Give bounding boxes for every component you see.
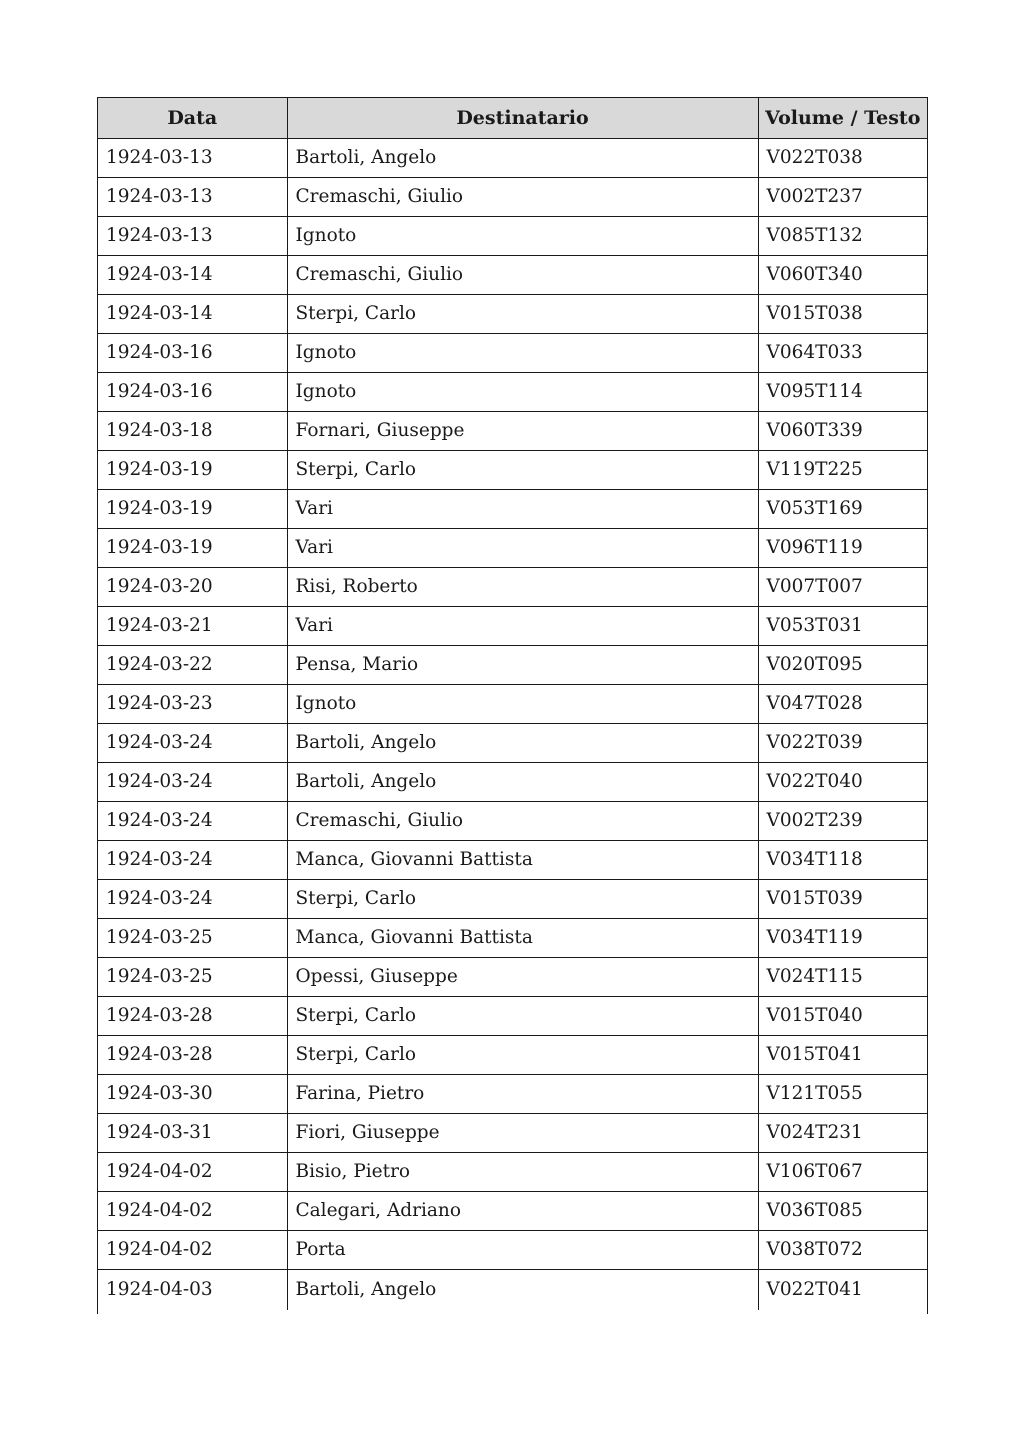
table-row <box>98 684 927 723</box>
cell-recipient: Calegari, Adriano <box>287 1191 758 1230</box>
table-row <box>98 762 927 801</box>
cell-volume: V060T339 <box>758 411 927 450</box>
cell-date: 1924-03-21 <box>98 606 287 645</box>
table-row <box>98 957 927 996</box>
cell-volume: V034T118 <box>758 840 927 879</box>
cell-recipient: Fiori, Giuseppe <box>287 1113 758 1152</box>
table-row <box>98 216 927 255</box>
cell-volume: V047T028 <box>758 684 927 723</box>
cell-volume: V015T038 <box>758 294 927 333</box>
letters-table-container <box>97 97 928 1314</box>
cell-volume: V015T041 <box>758 1035 927 1074</box>
cell-date: 1924-03-25 <box>98 957 287 996</box>
cell-date: 1924-03-16 <box>98 372 287 411</box>
cell-recipient: Manca, Giovanni Battista <box>287 840 758 879</box>
column-header-recipient: Destinatario <box>287 98 758 138</box>
table-row <box>98 879 927 918</box>
table-row <box>98 723 927 762</box>
cell-recipient: Opessi, Giuseppe <box>287 957 758 996</box>
table-row <box>98 138 927 177</box>
cell-recipient: Cremaschi, Giulio <box>287 255 758 294</box>
cell-date: 1924-04-02 <box>98 1230 287 1269</box>
cell-volume: V121T055 <box>758 1074 927 1113</box>
cell-volume: V022T041 <box>766 1279 863 1300</box>
cell-date: 1924-03-19 <box>98 450 287 489</box>
cell-date: 1924-03-19 <box>98 489 287 528</box>
cell-recipient: Ignoto <box>287 684 758 723</box>
header-row <box>98 98 927 138</box>
cell-recipient: Cremaschi, Giulio <box>287 801 758 840</box>
cell-date: 1924-03-13 <box>98 138 287 177</box>
cell-date: 1924-03-13 <box>98 216 287 255</box>
cell-recipient: Sterpi, Carlo <box>287 294 758 333</box>
table-row <box>98 606 927 645</box>
table-row <box>98 1152 927 1191</box>
table-row <box>98 450 927 489</box>
cell-volume: V085T132 <box>758 216 927 255</box>
table-row <box>98 372 927 411</box>
cell-date: 1924-03-14 <box>98 294 287 333</box>
cell-recipient: Bartoli, Angelo <box>287 138 758 177</box>
cell-date: 1924-04-02 <box>98 1191 287 1230</box>
cell-volume: V119T225 <box>758 450 927 489</box>
cell-volume: V007T007 <box>758 567 927 606</box>
cell-recipient: Pensa, Mario <box>287 645 758 684</box>
cell-volume: V095T114 <box>758 372 927 411</box>
table-row <box>98 840 927 879</box>
table-row <box>98 333 927 372</box>
table-row <box>98 1269 927 1310</box>
cell-volume: V020T095 <box>758 645 927 684</box>
cell-recipient: Porta <box>287 1230 758 1269</box>
cell-date: 1924-03-19 <box>98 528 287 567</box>
cell-volume: V002T239 <box>758 801 927 840</box>
table-row <box>98 1230 927 1269</box>
cell-recipient: Fornari, Giuseppe <box>287 411 758 450</box>
table-body <box>98 138 927 1310</box>
cell-recipient: Ignoto <box>287 333 758 372</box>
table-row <box>98 489 927 528</box>
cell-volume: V096T119 <box>758 528 927 567</box>
table-row <box>98 1191 927 1230</box>
cell-recipient: Vari <box>287 606 758 645</box>
column-header-volume: Volume / Testo <box>758 98 927 138</box>
cell-recipient: Ignoto <box>287 372 758 411</box>
table-header <box>98 98 927 138</box>
cell-date: 1924-03-24 <box>98 840 287 879</box>
cell-volume: V024T231 <box>758 1113 927 1152</box>
cell-recipient: Sterpi, Carlo <box>287 996 758 1035</box>
cell-volume: V002T237 <box>758 177 927 216</box>
cell-volume: V060T340 <box>758 255 927 294</box>
table-row <box>98 996 927 1035</box>
cell-recipient: Bisio, Pietro <box>287 1152 758 1191</box>
cell-recipient: Sterpi, Carlo <box>287 879 758 918</box>
cell-volume: V064T033 <box>758 333 927 372</box>
cell-volume: V015T039 <box>758 879 927 918</box>
table-row <box>98 918 927 957</box>
cell-recipient: Sterpi, Carlo <box>287 450 758 489</box>
table-row <box>98 801 927 840</box>
cell-date: 1924-03-28 <box>98 1035 287 1074</box>
cell-volume: V022T040 <box>758 762 927 801</box>
table-row <box>98 255 927 294</box>
cell-recipient: Sterpi, Carlo <box>287 1035 758 1074</box>
cell-recipient: Cremaschi, Giulio <box>287 177 758 216</box>
cell-volume: V034T119 <box>758 918 927 957</box>
cell-volume: V015T040 <box>758 996 927 1035</box>
cell-date: 1924-03-23 <box>98 684 287 723</box>
cell-recipient: Vari <box>287 528 758 567</box>
table-row <box>98 177 927 216</box>
cell-date: 1924-03-24 <box>98 762 287 801</box>
cell-date: 1924-03-22 <box>98 645 287 684</box>
cell-recipient: Bartoli, Angelo <box>287 762 758 801</box>
table-row <box>98 645 927 684</box>
cell-date: 1924-03-31 <box>98 1113 287 1152</box>
cell-date: 1924-03-25 <box>98 918 287 957</box>
cell-recipient: Manca, Giovanni Battista <box>287 918 758 957</box>
cell-volume: V038T072 <box>758 1230 927 1269</box>
table-row <box>98 1074 927 1113</box>
letters-table <box>98 98 927 1310</box>
cell-date: 1924-03-18 <box>98 411 287 450</box>
cell-recipient: Farina, Pietro <box>287 1074 758 1113</box>
table-row <box>98 1113 927 1152</box>
cell-recipient: Risi, Roberto <box>287 567 758 606</box>
cell-date: 1924-04-02 <box>98 1152 287 1191</box>
cell-recipient: Vari <box>287 489 758 528</box>
cell-date: 1924-03-28 <box>98 996 287 1035</box>
cell-volume: V053T169 <box>758 489 927 528</box>
cell-volume: V022T039 <box>758 723 927 762</box>
cell-date: 1924-03-30 <box>98 1074 287 1113</box>
table-row <box>98 1035 927 1074</box>
cell-date: 1924-03-24 <box>98 723 287 762</box>
cell-recipient: Ignoto <box>287 216 758 255</box>
cell-date: 1924-03-13 <box>98 177 287 216</box>
column-header-date: Data <box>98 98 287 138</box>
table-row <box>98 411 927 450</box>
cell-date: 1924-04-03 <box>98 1269 287 1310</box>
table-row <box>98 528 927 567</box>
cell-volume: V022T038 <box>758 138 927 177</box>
cell-date: 1924-03-24 <box>98 801 287 840</box>
table-row <box>98 567 927 606</box>
table-row <box>98 294 927 333</box>
cell-recipient: Bartoli, Angelo <box>287 723 758 762</box>
cell-volume: V053T031 <box>758 606 927 645</box>
cell-date: 1924-03-24 <box>98 879 287 918</box>
cell-volume: V036T085 <box>758 1191 927 1230</box>
cell-date: 1924-03-14 <box>98 255 287 294</box>
cell-date: 1924-03-16 <box>98 333 287 372</box>
cell-volume: V106T067 <box>758 1152 927 1191</box>
cell-recipient: Bartoli, Angelo <box>287 1269 758 1310</box>
cell-date: 1924-03-20 <box>98 567 287 606</box>
cell-volume: V024T115 <box>758 957 927 996</box>
